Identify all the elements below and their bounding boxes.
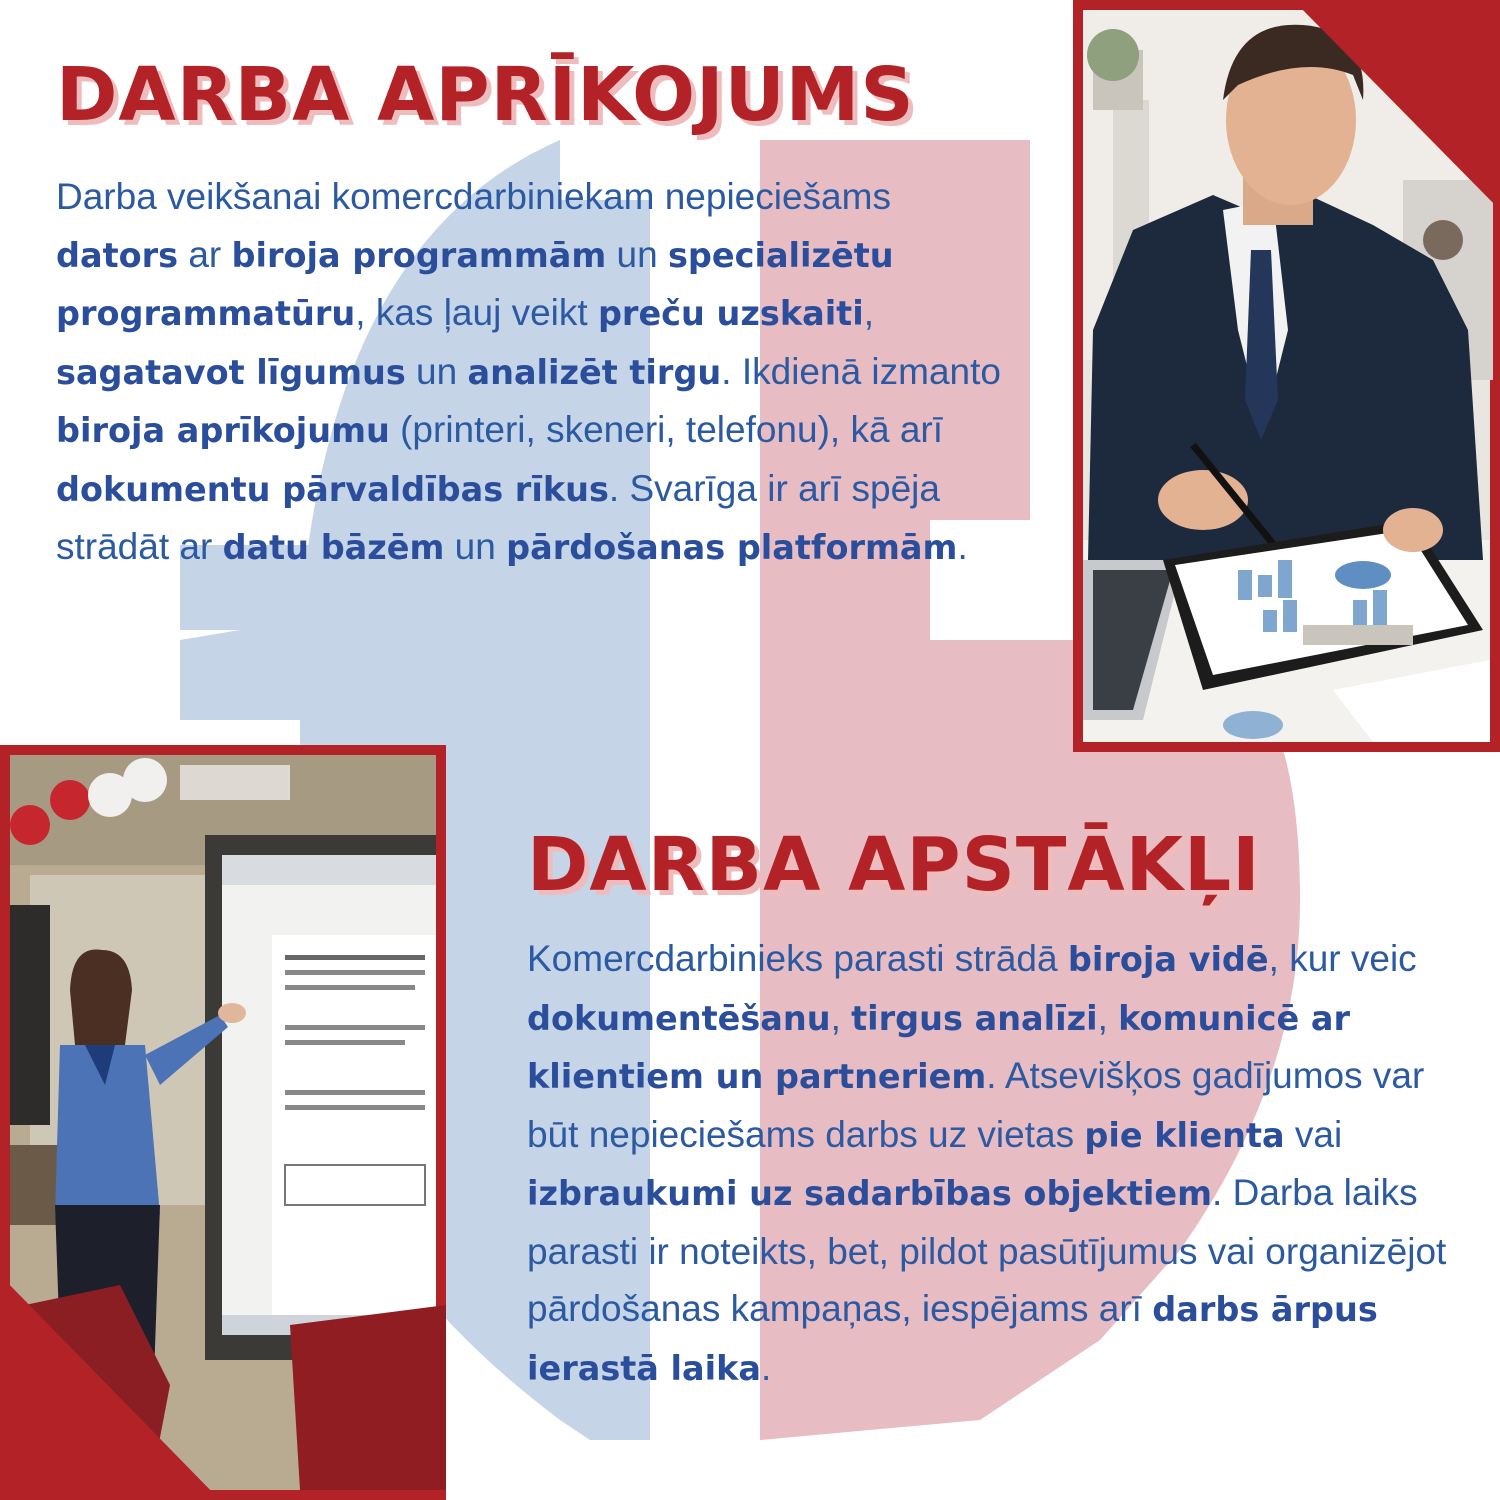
classroom-photo <box>0 745 446 1500</box>
highlight-term: darbs ārpus ierastā laika <box>527 1290 1378 1388</box>
highlight-term: sagatavot līgumus <box>56 352 406 392</box>
highlight-term: specializētu programmatūru <box>56 235 894 333</box>
text-run: , <box>863 292 874 333</box>
text-run: . <box>761 1346 772 1388</box>
highlight-term: dokumentu pārvaldības rīkus <box>56 469 609 509</box>
text-run: vai <box>1284 1113 1343 1155</box>
corner-triangle-top <box>1073 0 1500 752</box>
highlight-term: dators <box>56 235 179 275</box>
text-run: , kas ļauj veikt <box>355 292 598 333</box>
highlight-term: biroja vidē <box>1067 940 1269 979</box>
equipment-paragraph <box>56 168 1016 577</box>
highlight-term: pārdošanas platformām <box>506 528 958 567</box>
text-run: . Atsevišķos gadījumos var būt nepieciešams darbs uz vietas <box>527 1055 1425 1155</box>
conditions-title: DARBA APSTĀKĻI <box>527 822 1261 908</box>
highlight-term: dokumentēšanu <box>527 998 831 1038</box>
highlight-term: preču uzskaiti <box>597 294 864 333</box>
highlight-term: komunicē ar klientiem un partneriem <box>527 998 1351 1096</box>
highlight-term: datu bāzēm <box>222 528 445 567</box>
text-run: . Darba laiks parasti ir noteikts, bet, pildot pasūtījumus vai organizējot pārdošanas kampaņas, iespējams arī <box>527 1172 1447 1329</box>
equipment-title: DARBA APRĪKOJUMS <box>56 52 915 138</box>
highlight-term: biroja aprīkojumu <box>56 411 390 450</box>
text-run: . Svarīga ir arī spēja strādāt ar <box>56 467 940 567</box>
highlight-term: izbraukumi uz sadarbības objektiem <box>527 1174 1213 1213</box>
conditions-paragraph <box>527 930 1482 1397</box>
text-run: Komercdarbinieks parasti strādā <box>527 938 1068 979</box>
highlight-term: pie klienta <box>1084 1115 1285 1155</box>
highlight-term: biroja programmām <box>231 235 607 275</box>
businessman-photo <box>1073 0 1500 752</box>
text-run: , <box>830 996 852 1038</box>
text-run: un <box>444 526 507 567</box>
highlight-term: tirgus analīzi <box>851 998 1098 1038</box>
text-run: ar <box>178 233 232 275</box>
corner-triangle-bottom <box>0 745 446 1500</box>
text-run: Darba veikšanai komercdarbiniekam nepieciešams <box>56 176 891 217</box>
text-run: . Ikdienā izmanto <box>721 350 1001 392</box>
text-run: , kur veic <box>1268 938 1417 979</box>
text-run: . <box>957 526 968 567</box>
text-run: , <box>1097 996 1119 1038</box>
highlight-term: analizēt tirgu <box>467 352 722 392</box>
text-run: un <box>606 233 668 275</box>
text-run: un <box>405 350 468 392</box>
text-run: (printeri, skeneri, telefonu), kā arī <box>389 409 944 450</box>
